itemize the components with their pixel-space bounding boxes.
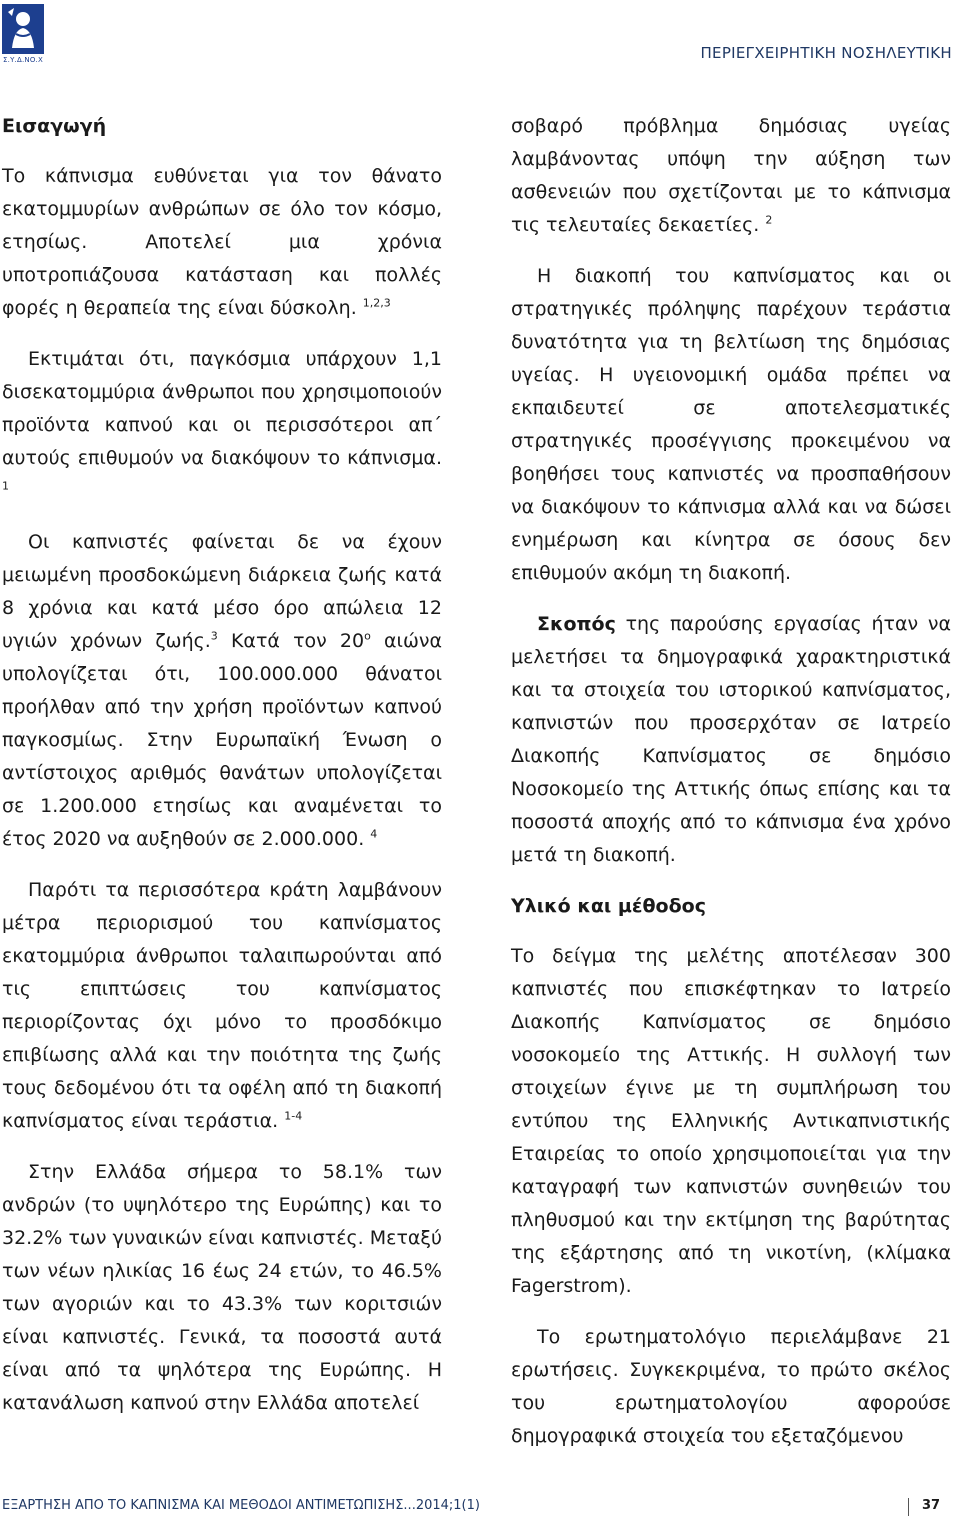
journal-citation: ΕΞΑΡΤΗΣΗ ΑΠΟ ΤΟ ΚΑΠΝΙΣΜΑ ΚΑΙ ΜΕΘΟΔΟΙ ΑΝΤΙΜΕΤΩΠΙΣΗΣ...2014;1(1): [2, 1498, 480, 1513]
introduction-heading: Εισαγωγή: [2, 115, 107, 137]
methods-heading: Υλικό και μέθοδος: [511, 895, 706, 917]
methods-paragraph-1: Το δείγμα της μελέτης αποτέλεσαν 300 καπνιστές που επισκέφτηκαν το Ιατρείο Διακοπής Καπνίσματος σε δημόσιο νοσοκομείο της Αττικής. Η συλλογή των στοιχείων έγινε με τη συμπλήρωση του εντύπου της Ελληνικής Αντικαπνιστικής Εταιρείας το οποίο χρησιμοποιείται για την καταγραφή των καπνιστών συνηθειών του πληθυσμού και την εκτίμηση της βαρύτητας της εξάρτησης από τη νικοτίνη, (κλίμακα Fagerstrom).: [511, 945, 951, 1297]
page-footer: [2, 1498, 948, 1518]
intro-paragraph-5-continued: σοβαρό πρόβλημα δημόσιας υγείας λαμβάνοντας υπόψη την αύξηση των ασθενειών που σχετίζονται με το κάπνισμα τις τελευταίες δεκαετίες. $^2$: [511, 115, 951, 236]
reference-marker: 2: [765, 213, 773, 227]
reference-marker: 3: [210, 629, 218, 643]
section-title: ΠΕΡΙΕΓΧΕΙΡΗΤΙΚΗ ΝΟΣΗΛΕΥΤΙΚΗ: [700, 44, 952, 62]
logo-figure-icon: [2, 4, 44, 54]
logo-caption: Σ.Υ.Δ.ΝΟ.Χ: [3, 56, 43, 64]
right-column: [511, 110, 951, 1471]
society-logo: [2, 4, 44, 66]
ordinal-marker: ο: [364, 629, 371, 643]
aim-paragraph: Σκοπός της παρούσης εργασίας ήταν να μελετήσει τα δημογραφικά χαρακτηριστικά και τα στοιχεία του ιστορικού καπνίσματος, καπνιστών που προσερχόταν σε Ιατρείο Διακοπής Καπνίσματος σε δημόσιο Νοσοκομείο της Αττικής όπως επίσης και τα ποσοστά αποχής από το κάπνισμα ένα χρόνο μετά τη διακοπή.: [511, 613, 951, 866]
intro-paragraph-1: Το κάπνισμα ευθύνεται για τον θάνατο εκατομμυρίων ανθρώπων σε όλο τον κόσμο, ετησίως. Αποτελεί μια χρόνια υποτροπιάζουσα κατάσταση και πολλές φορές η θεραπεία της είναι δύσκολη. $^{1,2,3}$: [2, 165, 442, 319]
reference-marker: 1: [2, 479, 9, 493]
intro-paragraph-4: Παρότι τα περισσότερα κράτη λαμβάνουν μέτρα περιορισμού του καπνίσματος εκατομμύρια άνθρωποι ταλαιπωρούνται από τις επιπτώσεις του καπνίσματος περιορίζοντας όχι μόνο το προσδόκιμο επιβίωσης αλλά και την ποιότητα της ζωής τους δεδομένου ότι τα οφέλη από τη διακοπή καπνίσματος είναι τεράστια. $^{1-4}$: [2, 879, 442, 1132]
reference-marker: 1-4: [284, 1109, 303, 1123]
intro-paragraph-2: Εκτιμάται ότι, παγκόσμια υπάρχουν 1,1 δισεκατομμύρια άνθρωποι που χρησιμοποιούν προϊόντα καπνού και οι περισσότεροι απ΄ αυτούς επιθυμούν να διακόψουν το κάπνισμα. $^1$: [2, 348, 442, 493]
logo-emblem: [2, 4, 44, 54]
methods-paragraph-2: Το ερωτηματολόγιο περιελάμβανε 21 ερωτήσεις. Συγκεκριμένα, το πρώτο σκέλος του ερωτηματολογίου αφορούσε δημογραφικά στοιχεία του εξεταζόμενου: [511, 1326, 951, 1447]
intro-paragraph-3: Οι καπνιστές φαίνεται δε να έχουν μειωμένη προσδοκώμενη διάρκεια ζωής κατά 8 χρόνια και κατά μέσο όρο απώλεια 12 υγιών χρόνων ζωής.$^3$ Κατά τον $20^o$ αιώνα υπολογίζεται ότι, 100.000.000 θάνατοι προήλθαν από την χρήση προϊόντων καπνού παγκοσμίως. Στην Ευρωπαϊκή Ένωση ο αντίστοιχος αριθμός θανάτων υπολογίζεται σε 1.200.000 ετησίως και αναμένεται το έτος 2020 να αυξηθούν σε 2.000.000. $^4$: [2, 531, 442, 850]
footer-divider: [908, 1498, 909, 1516]
reference-marker: 1,2,3: [362, 296, 391, 310]
intro-paragraph-5: Στην Ελλάδα σήμερα το 58.1% των ανδρών (το υψηλότερο της Ευρώπης) και το 32.2% των γυναικών είναι καπνιστές. Μεταξύ των νέων ηλικίας 16 έως 24 ετών, το 46.5% των αγοριών και το 43.3% των κοριτσιών είναι καπνιστές. Γενικά, τα ποσοστά αυτά είναι από τα ψηλότερα της Ευρώπης. Η κατανάλωση καπνού στην Ελλάδα αποτελεί: [2, 1161, 442, 1414]
left-column: [2, 110, 442, 1438]
intro-paragraph-6: Η διακοπή του καπνίσματος και οι στρατηγικές πρόληψης παρέχουν τεράστια δυνατότητα για τη βελτίωση της δημόσιας υγείας. Η υγειονομική ομάδα πρέπει να εκπαιδευτεί σε αποτελεσματικές στρατηγικές προσέγγισης προκειμένου να βοηθήσει τους καπνιστές να προσπαθήσουν να διακόψουν το κάπνισμα αλλά και να δώσει ενημέρωση και κίνητρα σε όσους δεν επιθυμούν ακόμη τη διακοπή.: [511, 265, 951, 584]
aim-label: Σκοπός: [537, 613, 616, 635]
reference-marker: 4: [370, 827, 378, 841]
page-number: 37: [922, 1498, 941, 1513]
